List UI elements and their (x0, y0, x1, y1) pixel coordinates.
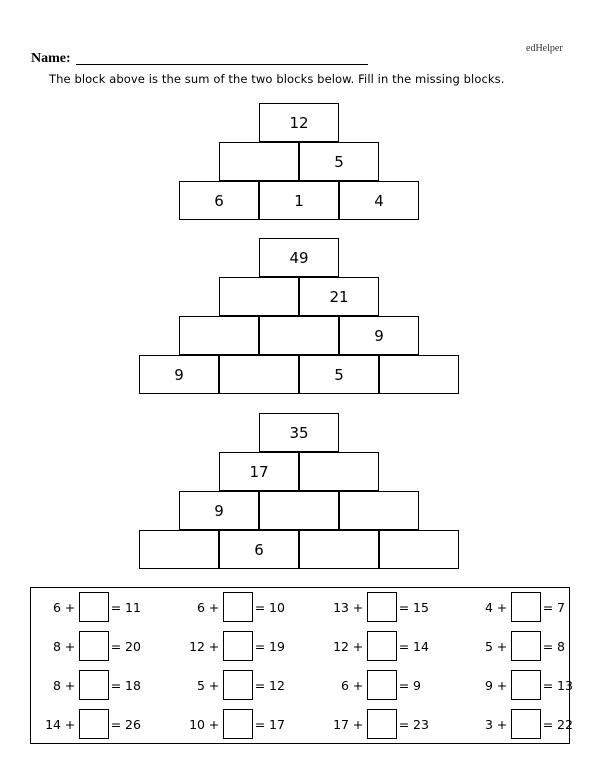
equals-sign: = (542, 599, 554, 615)
pyramid-2-block: 9 (339, 316, 419, 355)
addend: 12 (333, 638, 349, 654)
plus-sign: + (208, 716, 220, 732)
equation (35, 630, 159, 662)
equation-box (30, 587, 573, 744)
addend: 5 (197, 677, 205, 693)
answer-box[interactable] (511, 592, 541, 622)
plus-sign: + (496, 638, 508, 654)
sum: 26 (125, 716, 141, 732)
plus-sign: + (208, 677, 220, 693)
plus-sign: + (64, 638, 76, 654)
plus-sign: + (496, 599, 508, 615)
equation (35, 708, 159, 740)
addend: 3 (485, 716, 493, 732)
answer-box[interactable] (223, 592, 253, 622)
answer-box[interactable] (511, 631, 541, 661)
name-field[interactable] (76, 64, 368, 65)
pyramid-2-block: 49 (259, 238, 339, 277)
pyramid-3-block: 17 (219, 452, 299, 491)
sum: 12 (269, 677, 285, 693)
addend: 14 (45, 716, 61, 732)
pyramid-1-block: 5 (299, 142, 379, 181)
plus-sign: + (64, 716, 76, 732)
equals-sign: = (542, 716, 554, 732)
answer-box[interactable] (367, 631, 397, 661)
equals-sign: = (254, 716, 266, 732)
sum: 19 (269, 638, 285, 654)
sum: 18 (125, 677, 141, 693)
answer-box[interactable] (511, 670, 541, 700)
plus-sign: + (352, 638, 364, 654)
brand-label: edHelper (526, 43, 563, 54)
plus-sign: + (352, 677, 364, 693)
answer-box[interactable] (367, 670, 397, 700)
pyramid-1-block: 1 (259, 181, 339, 220)
plus-sign: + (208, 599, 220, 615)
answer-box[interactable] (367, 592, 397, 622)
addend: 5 (485, 638, 493, 654)
equation (179, 669, 303, 701)
equation (179, 591, 303, 623)
name-label: Name: (31, 51, 71, 66)
pyramid-2-block: 9 (139, 355, 219, 394)
equation (35, 591, 159, 623)
addend: 17 (333, 716, 349, 732)
addend: 12 (189, 638, 205, 654)
answer-box[interactable] (511, 709, 541, 739)
plus-sign: + (352, 716, 364, 732)
equals-sign: = (110, 716, 122, 732)
answer-box[interactable] (79, 709, 109, 739)
sum: 10 (269, 599, 285, 615)
sum: 7 (557, 599, 565, 615)
answer-box[interactable] (223, 631, 253, 661)
plus-sign: + (496, 716, 508, 732)
pyramid-2-block: 21 (299, 277, 379, 316)
sum: 14 (413, 638, 429, 654)
answer-box[interactable] (223, 709, 253, 739)
plus-sign: + (352, 599, 364, 615)
equation (467, 669, 591, 701)
pyramid-3-block[interactable] (339, 491, 419, 530)
equals-sign: = (398, 638, 410, 654)
addend: 4 (485, 599, 493, 615)
sum: 11 (125, 599, 141, 615)
addend: 10 (189, 716, 205, 732)
equation (323, 591, 447, 623)
equation (467, 591, 591, 623)
addend: 6 (197, 599, 205, 615)
pyramid-3-block[interactable] (259, 491, 339, 530)
addend: 9 (485, 677, 493, 693)
sum: 8 (557, 638, 565, 654)
equals-sign: = (254, 638, 266, 654)
equation (323, 708, 447, 740)
pyramid-3-block: 9 (179, 491, 259, 530)
pyramid-1-block[interactable] (219, 142, 299, 181)
addend: 6 (341, 677, 349, 693)
equals-sign: = (110, 599, 122, 615)
sum: 9 (413, 677, 421, 693)
plus-sign: + (496, 677, 508, 693)
pyramid-1-block: 4 (339, 181, 419, 220)
sum: 22 (557, 716, 573, 732)
equation (467, 708, 591, 740)
instructions: The block above is the sum of the two blocks below. Fill in the missing blocks. (49, 72, 505, 86)
answer-box[interactable] (79, 592, 109, 622)
equation (35, 669, 159, 701)
equation (179, 708, 303, 740)
plus-sign: + (208, 638, 220, 654)
pyramid-3-block[interactable] (139, 530, 219, 569)
equation (467, 630, 591, 662)
sum: 23 (413, 716, 429, 732)
pyramid-3-block[interactable] (299, 452, 379, 491)
equation (179, 630, 303, 662)
addend: 8 (53, 677, 61, 693)
pyramid-2-block[interactable] (259, 316, 339, 355)
pyramid-3-block: 6 (219, 530, 299, 569)
equals-sign: = (110, 638, 122, 654)
equals-sign: = (542, 638, 554, 654)
plus-sign: + (64, 599, 76, 615)
pyramid-2-block[interactable] (219, 355, 299, 394)
plus-sign: + (64, 677, 76, 693)
addend: 13 (333, 599, 349, 615)
pyramid-3-block[interactable] (379, 530, 459, 569)
equals-sign: = (398, 599, 410, 615)
addend: 8 (53, 638, 61, 654)
equation (323, 669, 447, 701)
sum: 15 (413, 599, 429, 615)
equals-sign: = (254, 677, 266, 693)
answer-box[interactable] (79, 631, 109, 661)
equals-sign: = (542, 677, 554, 693)
sum: 13 (557, 677, 573, 693)
answer-box[interactable] (223, 670, 253, 700)
addend: 6 (53, 599, 61, 615)
equals-sign: = (398, 677, 410, 693)
pyramid-2-block[interactable] (219, 277, 299, 316)
pyramid-2-block: 5 (299, 355, 379, 394)
answer-box[interactable] (367, 709, 397, 739)
pyramid-2-block[interactable] (379, 355, 459, 394)
equals-sign: = (110, 677, 122, 693)
answer-box[interactable] (79, 670, 109, 700)
equals-sign: = (398, 716, 410, 732)
sum: 17 (269, 716, 285, 732)
equation (323, 630, 447, 662)
equals-sign: = (254, 599, 266, 615)
sum: 20 (125, 638, 141, 654)
pyramid-1-block: 6 (179, 181, 259, 220)
pyramid-2-block[interactable] (179, 316, 259, 355)
pyramid-3-block: 35 (259, 413, 339, 452)
pyramid-3-block[interactable] (299, 530, 379, 569)
pyramid-1-block: 12 (259, 103, 339, 142)
